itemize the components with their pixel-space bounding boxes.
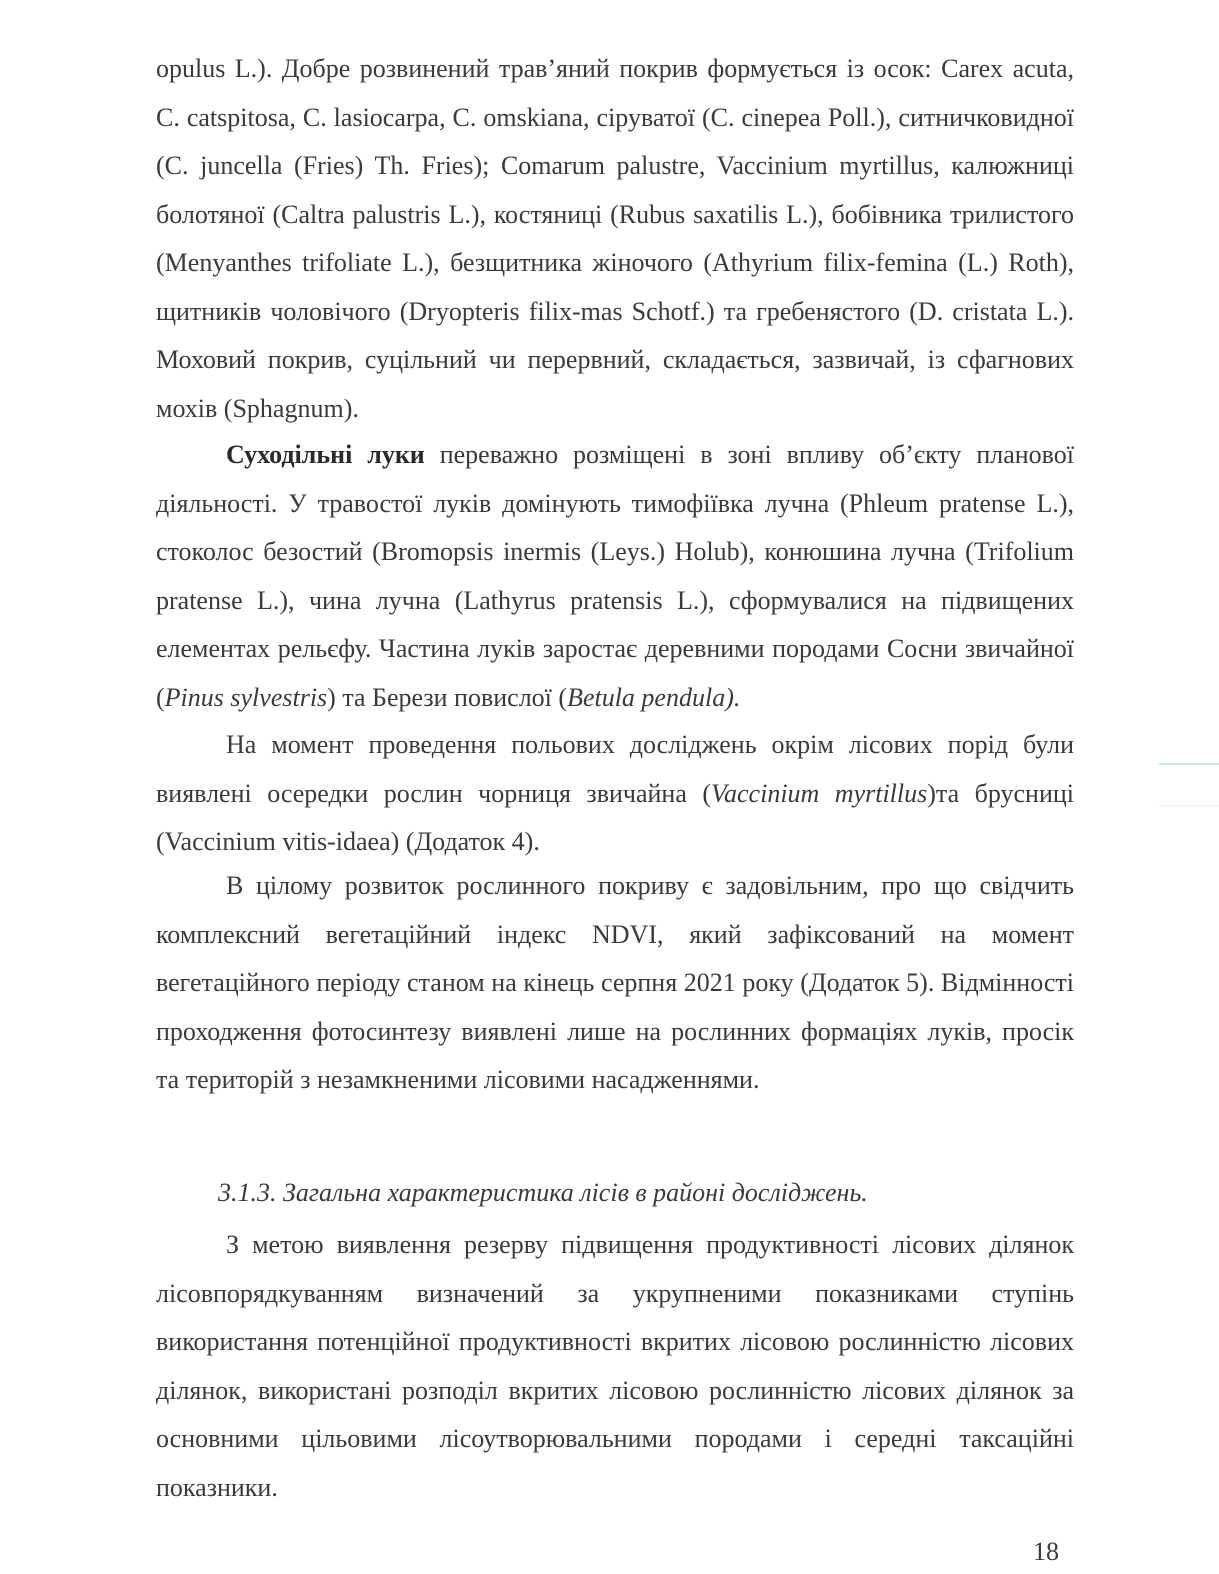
text-block-4 <box>156 862 1074 1105</box>
paragraph-field-research-text-b: )та брусниці (Vaccinium vitis-idaea) (Додаток 4). <box>156 778 1074 856</box>
paragraph-dry-meadows-text-a: переважно розміщені в зоні впливу об’єкту планової діяльності. У травостої луків домінують тимофіївка лучна (Phleum pratense L.), стоколос безостий (Bromopsis inermis (Leys.) Holub), конюшина лучна (Trifolium pratense L.), чина лучна (Lathyrus pratensis L.), сформувалися на підвищених елементах рельєфу. Частина луків заростає деревними породами Сосни звичайної ( <box>156 440 1074 712</box>
latin-name-vaccinium: Vaccinium myrtillus <box>711 778 928 808</box>
text-block-6 <box>156 1221 1074 1512</box>
paragraph-ndvi: В цілому розвиток рослинного покриву є задовільним, про що свідчить комплексний вегетаційний індекс NDVI, який зафіксований на момент вегетаційного періоду станом на кінець серпня 2021 року (Додаток 5). Відмінності проходження фотосинтезу виявлені лише на рослинних формаціях луків, просік та територій з незамкненими лісовими насадженнями. <box>156 871 1074 1094</box>
page-number: 18 <box>1033 1537 1059 1566</box>
text-block-5 <box>156 1169 1074 1218</box>
text-block-1 <box>156 45 1074 433</box>
section-heading: 3.1.3. Загальна характеристика лісів в районі досліджень. <box>218 1178 868 1207</box>
paragraph-vegetation-swamp: opulus L.). Добре розвинений трав’яний покрив формується із осок: Carex acuta, C. catspitosa, C. lasiocarpa, C. omskiana, сіруватої (C. cinepea Poll.), ситничковидної (C. juncella (Fries) Th. Fries); Comarum palustre, Vaccinium myrtillus, калюжниці болотяної (Caltra palustris L.), костяниці (Rubus saxatilis L.), бобівника трилистого (Menyanthes trifoliate L.), безщитника жіночого (Athyrium filix-femina (L.) Roth), щитників чоловічого (Dryopteris filix-mas Schotf.) та гребенястого (D. cristata L.). Моховий покрив, суцільний чи перервний, складається, зазвичай, із сфагнових мохів (Sphagnum). <box>156 54 1074 423</box>
paragraph-field-research-text-a: На момент проведення польових досліджень окрім лісових порід були виявлені осередки рослин чорниця звичайна ( <box>156 730 1074 808</box>
scan-artifact-line <box>1159 763 1219 765</box>
paragraph-forest-productivity: З метою виявлення резерву підвищення продуктивності лісових ділянок лісовпорядкуванням визначений за укрупненими показниками ступінь використання потенційної продуктивності вкритих лісовою рослинністю лісових ділянок, використані розподіл вкритих лісовою рослинністю лісових ділянок за основними цільовими лісоутворювальними породами і середні таксаційні показники. <box>156 1230 1074 1502</box>
text-block-2 <box>156 431 1074 722</box>
scan-artifact-line <box>1159 805 1219 807</box>
latin-name-pinus: Pinus sylvestris <box>164 682 328 712</box>
text-block-3 <box>156 721 1074 867</box>
paragraph-dry-meadows-text-b: ) та Берези повислої ( <box>327 682 568 712</box>
latin-name-betula: Betula pendula). <box>567 682 741 712</box>
paragraph-field-research <box>156 721 1074 867</box>
paragraph-dry-meadows <box>156 431 1074 722</box>
bold-term-dry-meadows: Суходільні луки <box>226 440 425 469</box>
